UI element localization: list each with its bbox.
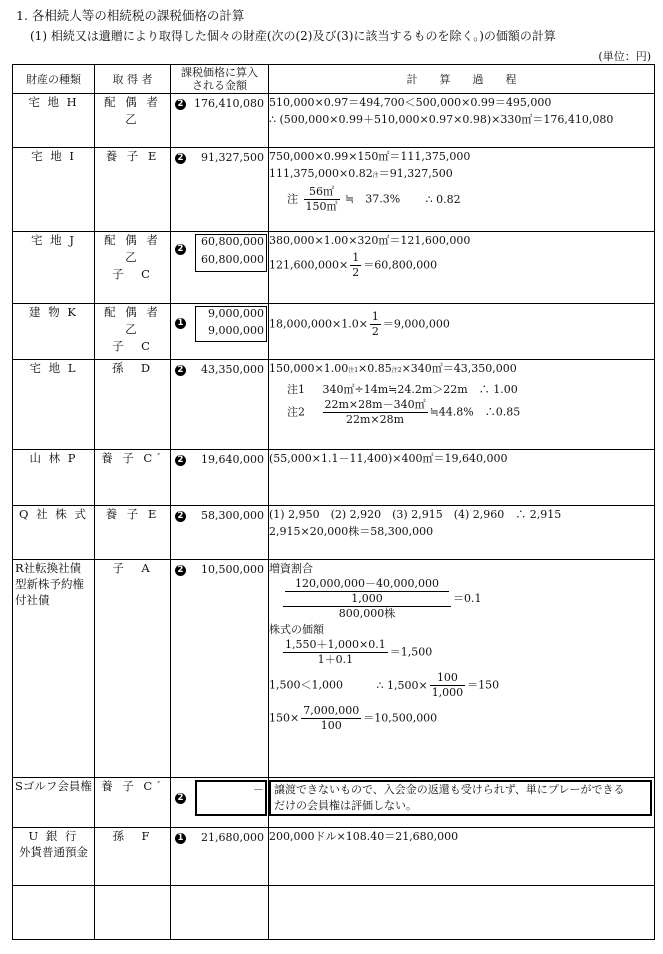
calc-text: ＝60,800,000 <box>363 258 438 272</box>
fraction-den: 150㎡ <box>305 200 338 213</box>
amount-value: 21,680,000 <box>201 831 264 844</box>
amount-value: 91,327,500 <box>201 151 264 164</box>
kind-cell: 建 物 K <box>13 304 95 360</box>
kind-line: R社転換社債 <box>15 561 82 575</box>
amount-value: 60,800,000 <box>201 235 264 248</box>
note-result: ≒44.8% ∴0.85 <box>429 405 521 419</box>
header-row <box>13 65 655 94</box>
note-text: 340㎡÷14m≒24.2m＞22m ∴ 1.00 <box>322 383 518 396</box>
calc-result: ＝1,500 <box>389 645 433 659</box>
kind-cell <box>13 560 95 778</box>
fraction-den: 100 <box>320 719 342 732</box>
table-row <box>13 304 655 360</box>
kind-cell: 宅 地 J <box>13 232 95 304</box>
calc-line: 510,000×0.97＝494,700＜500,000×0.99＝495,000 <box>269 96 552 109</box>
table-row <box>13 148 655 232</box>
calc-line: 譲渡できないもので、入会金の返還も受けられず、単にプレーができる <box>274 783 625 796</box>
mark-badge: 2 <box>175 365 186 376</box>
kind-cell: 宅 地 I <box>13 148 95 232</box>
calc-text: 18,000,000×1.0× <box>269 317 368 331</box>
calc-text: 1,500＜1,000 <box>269 678 343 692</box>
unit-label: (単位：円) <box>598 50 651 63</box>
kind-cell: Q 社 株 式 <box>13 506 95 560</box>
heir-cell: 養 子 E <box>95 148 171 232</box>
empty-cell <box>95 886 171 940</box>
kind-line: 外貨普通預金 <box>19 845 88 859</box>
note-result: ∴ 0.82 <box>425 192 461 206</box>
calc-text: 111,375,000×0.82 <box>269 167 373 180</box>
mark-badge: 2 <box>175 244 186 255</box>
calc-line: 750,000×0.99×150㎡＝111,375,000 <box>269 150 471 163</box>
calc-text: ＝91,327,500 <box>378 167 453 180</box>
amount-value: 43,350,000 <box>201 363 264 376</box>
fraction-num: 1 <box>371 310 379 323</box>
calc-cell <box>269 560 655 778</box>
calc-text: 150,000×1.00 <box>269 362 349 375</box>
heir-2: 子 C <box>112 339 153 353</box>
mark-badge: 1 <box>175 318 186 329</box>
note-ref: 注 <box>372 172 379 179</box>
table-row <box>13 94 655 148</box>
fraction-num: 1 <box>352 251 360 264</box>
kind-cell: 山 林 P <box>13 450 95 506</box>
fraction <box>350 251 361 280</box>
amount-cell <box>171 828 269 886</box>
fraction <box>323 398 428 427</box>
amount-cell <box>171 360 269 450</box>
note-line <box>269 381 654 398</box>
calc-cell <box>269 304 655 360</box>
inner-fraction <box>285 577 449 606</box>
fraction-num: 56㎡ <box>304 185 340 200</box>
heir-cell: 配 偶 者 乙 <box>95 94 171 148</box>
note-approx: ≒ 37.3% <box>345 192 401 206</box>
col-kind: 財産の種類 <box>13 65 95 94</box>
calc-line <box>269 310 654 339</box>
calc-cell <box>269 506 655 560</box>
kind-cell: 宅 地 L <box>13 360 95 450</box>
empty-cell <box>13 886 95 940</box>
heir-cell <box>95 304 171 360</box>
kind-cell <box>13 828 95 886</box>
mark-badge: 2 <box>175 511 186 522</box>
heir-1: 配 偶 者 乙 <box>104 233 161 264</box>
calc-line <box>269 251 654 280</box>
heir-cell <box>95 232 171 304</box>
amount-value: 60,800,000 <box>201 253 264 266</box>
calc-text: ＝9,000,000 <box>382 317 450 331</box>
mark-badge: 2 <box>175 455 186 466</box>
kind-line: 付社債 <box>15 593 50 607</box>
heir-cell: 孫 D <box>95 360 171 450</box>
amount-cell <box>171 778 269 828</box>
calc-line: ∴ (500,000×0.99＋510,000×0.97×0.98)×330㎡＝176,410,080 <box>269 113 614 126</box>
heir-cell: 養 子 E <box>95 506 171 560</box>
calc-line: 200,000ドル×108.40＝21,680,000 <box>269 830 459 843</box>
calc-text: 150× <box>269 711 300 725</box>
calc-line <box>269 360 654 379</box>
table-row <box>13 232 655 304</box>
empty-cell <box>171 886 269 940</box>
amount-value: 9,000,000 <box>208 324 264 337</box>
note-label: 注 <box>287 192 298 206</box>
note-ref: 注1 <box>348 367 359 374</box>
note-line <box>269 185 654 214</box>
fraction <box>301 704 361 733</box>
fraction-den: 2 <box>371 325 379 338</box>
calc-line <box>269 165 654 184</box>
table-row <box>13 560 655 778</box>
amount-value: － <box>253 783 264 796</box>
mark-badge: 2 <box>175 153 186 164</box>
calc-cell <box>269 450 655 506</box>
calc-line: 2,915×20,000株＝58,300,000 <box>269 525 434 538</box>
amount-cell <box>171 506 269 560</box>
fraction-num: 22m×28m－340㎡ <box>324 398 426 411</box>
fraction-num: 1,550＋1,000×0.1 <box>285 638 386 651</box>
calc-box <box>269 780 652 816</box>
calc-text: ∴ 1,500× <box>376 678 428 692</box>
kind-line: 型新株予約権 <box>15 577 84 591</box>
amount-value: 58,300,000 <box>201 509 264 522</box>
kind-cell: Sゴルフ会員権 <box>13 778 95 828</box>
col-heir: 取 得 者 <box>95 65 171 94</box>
col-amount-line2: される金額 <box>192 79 247 92</box>
fraction-den: 2 <box>352 266 360 279</box>
calc-line: (55,000×1.1－11,400)×400㎡＝19,640,000 <box>269 452 508 465</box>
note-label: 注2 <box>287 405 305 419</box>
heir-cell: 孫 F <box>95 828 171 886</box>
fraction <box>430 671 466 700</box>
heading: 1. 各相続人等の相続税の課税価格の計算 <box>16 8 245 23</box>
calc-result: ＝0.1 <box>453 592 482 605</box>
amount-value: 176,410,080 <box>194 97 264 110</box>
col-amount <box>171 65 269 94</box>
calc-text: ＝150 <box>467 678 500 692</box>
calc-text: ＝10,500,000 <box>363 711 438 725</box>
calc-cell <box>269 148 655 232</box>
mark-badge: 2 <box>175 565 186 576</box>
note-line <box>269 398 654 427</box>
amount-value: 19,640,000 <box>201 453 264 466</box>
table-row <box>13 360 655 450</box>
nested-fraction <box>269 577 654 621</box>
amount-cell <box>171 450 269 506</box>
table-row <box>13 828 655 886</box>
inner-den: 1,000 <box>351 592 383 605</box>
empty-cell <box>269 886 655 940</box>
note-label: 注1 <box>287 383 305 396</box>
heir-2: 子 C <box>112 267 153 281</box>
fraction-num: 7,000,000 <box>303 704 360 717</box>
col-calc: 計 算 過 程 <box>269 65 655 94</box>
calc-text: ×0.85 <box>358 362 392 375</box>
amount-cell <box>171 304 269 360</box>
calc-cell <box>269 232 655 304</box>
table-row <box>13 506 655 560</box>
calc-line: (1) 2,950 (2) 2,920 (3) 2,915 (4) 2,960 ∴ 2,915 <box>269 508 562 521</box>
calc-line: 380,000×1.00×320㎡＝121,600,000 <box>269 234 471 247</box>
fraction <box>283 577 451 621</box>
calc-cell <box>269 360 655 450</box>
fraction-den: 22m×28m <box>346 413 405 426</box>
amount-value: 10,500,000 <box>201 563 264 576</box>
calc-line <box>269 704 654 733</box>
valuation-table <box>12 64 655 940</box>
calc-label: 株式の価額 <box>269 623 324 636</box>
calc-label: 増資割合 <box>269 562 313 575</box>
fraction-den: 1＋0.1 <box>317 653 354 666</box>
heir-1: 配 偶 者 乙 <box>104 305 161 336</box>
table-row <box>13 450 655 506</box>
calc-line: だけの会員権は評価しない。 <box>274 799 417 812</box>
kind-line: U 銀 行 <box>28 829 79 843</box>
kind-cell: 宅 地 H <box>13 94 95 148</box>
empty-row <box>13 886 655 940</box>
calc-line <box>269 638 654 667</box>
calc-line <box>269 671 654 700</box>
mark-badge: 2 <box>175 99 186 110</box>
inner-num: 120,000,000－40,000,000 <box>285 577 449 592</box>
table-row <box>13 778 655 828</box>
amount-cell <box>171 148 269 232</box>
calc-text: 121,600,000× <box>269 258 349 272</box>
amount-value: 9,000,000 <box>208 307 264 320</box>
fraction <box>304 185 340 214</box>
fraction-num: 100 <box>430 671 466 686</box>
fraction <box>283 638 388 667</box>
amount-cell <box>171 232 269 304</box>
subheading: (1) 相続又は遺贈により取得した個々の財産(次の(2)及び(3)に該当するものを除く。)の価額の計算 <box>30 29 556 43</box>
note-ref: 注2 <box>391 367 402 374</box>
fraction <box>370 310 381 339</box>
calc-text: ×340㎡＝43,350,000 <box>401 362 517 375</box>
heir-cell: 養 子 C´ <box>95 450 171 506</box>
col-amount-line1: 課税価格に算入 <box>181 66 258 79</box>
mark-badge: 2 <box>175 793 186 804</box>
calc-cell <box>269 828 655 886</box>
calc-cell <box>269 778 655 828</box>
heir-cell: 子 A <box>95 560 171 778</box>
amount-cell <box>171 560 269 778</box>
fraction-num <box>283 577 451 607</box>
amount-cell <box>171 94 269 148</box>
mark-badge: 1 <box>175 833 186 844</box>
fraction-den: 800,000株 <box>338 607 396 620</box>
heir-cell: 養 子 C´ <box>95 778 171 828</box>
calc-cell <box>269 94 655 148</box>
fraction-den: 1,000 <box>431 686 464 699</box>
